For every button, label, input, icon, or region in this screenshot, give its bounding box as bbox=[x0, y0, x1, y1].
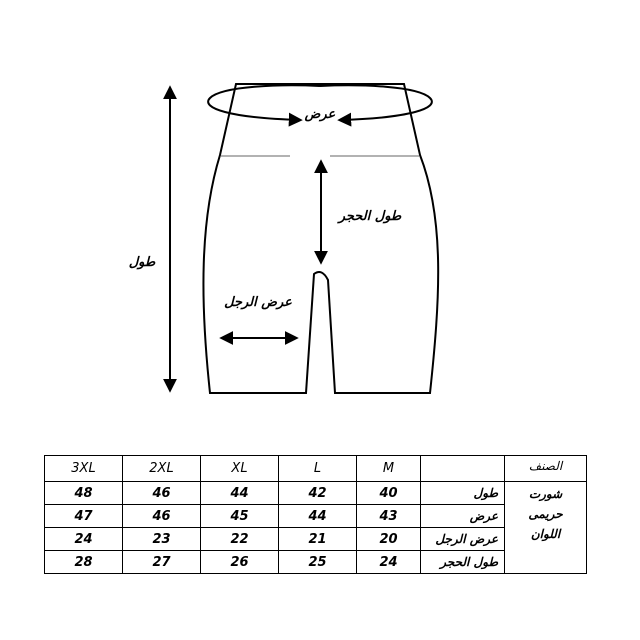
table-cell: 27 bbox=[123, 551, 201, 574]
table-cell: 25 bbox=[279, 551, 357, 574]
size-header: 3XL bbox=[45, 456, 123, 482]
table-cell: 24 bbox=[357, 551, 421, 574]
table-cell: 48 bbox=[45, 482, 123, 505]
table-cell: 20 bbox=[357, 528, 421, 551]
table-cell: 46 bbox=[123, 482, 201, 505]
table-header-row bbox=[45, 456, 587, 482]
size-header: M bbox=[357, 456, 421, 482]
leg-width-label: عرض الرجل bbox=[224, 295, 292, 310]
table-cell: 28 bbox=[45, 551, 123, 574]
table-cell: 24 bbox=[45, 528, 123, 551]
row-label: طول الحجر bbox=[421, 551, 505, 574]
table-cell: 21 bbox=[279, 528, 357, 551]
category-value-line: حريمى bbox=[528, 507, 563, 521]
category-value-line: شورت bbox=[528, 487, 563, 501]
table-cell: 42 bbox=[279, 482, 357, 505]
empty-header-cell bbox=[421, 456, 505, 482]
row-label: عرض bbox=[421, 505, 505, 528]
table-cell: 26 bbox=[201, 551, 279, 574]
table-cell: 23 bbox=[123, 528, 201, 551]
category-value-cell bbox=[505, 482, 587, 574]
table-cell: 43 bbox=[357, 505, 421, 528]
table-cell: 45 bbox=[201, 505, 279, 528]
table-cell: 46 bbox=[123, 505, 201, 528]
table-cell: 40 bbox=[357, 482, 421, 505]
length-label: طول bbox=[128, 255, 156, 270]
size-header: XL bbox=[201, 456, 279, 482]
table-cell: 22 bbox=[201, 528, 279, 551]
table-row bbox=[45, 482, 587, 505]
table-cell: 47 bbox=[45, 505, 123, 528]
size-header: L bbox=[279, 456, 357, 482]
rise-label: طول الحجر bbox=[338, 209, 402, 224]
row-label: عرض الرجل bbox=[421, 528, 505, 551]
row-label: طول bbox=[421, 482, 505, 505]
category-value-line: اللوان bbox=[530, 527, 561, 541]
table-cell: 44 bbox=[201, 482, 279, 505]
table-cell: 44 bbox=[279, 505, 357, 528]
size-chart-table bbox=[44, 455, 587, 574]
width-label: عرض bbox=[304, 107, 336, 122]
category-header: الصنف bbox=[505, 456, 587, 482]
size-header: 2XL bbox=[123, 456, 201, 482]
